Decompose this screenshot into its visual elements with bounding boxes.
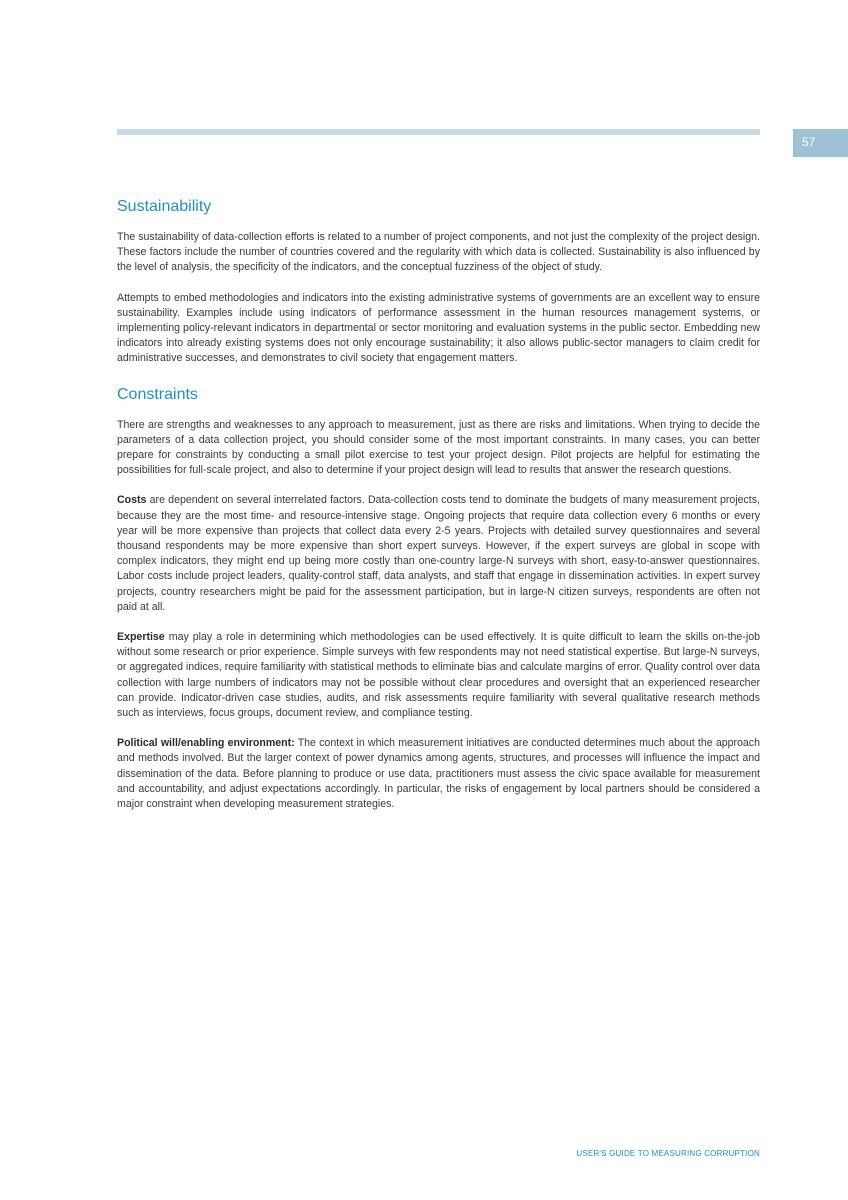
- constraint-costs: [117, 493, 760, 615]
- costs-text: are dependent on several interrelated factors. Data-collection costs tend to dominate the budgets of many measurement projects, because they are the most time- and resource-intensive stage. Ongoing projects that require data collection every 6 months or every year will be more expensive than projects that collect data every 2-5 years. Projects with detailed survey questionnaires and several thousand respondents may be more expensive than short expert surveys. However, if the expert surveys are global in scope with complex indicators, they might end up being more costly than one-country large-N surveys with short, easy-to-answer questionnaires. Labor costs include project leaders, quality-control staff, data analysts, and staff that engage in dissemination activities. In expert survey projects, country researchers might be paid for the assessment participation, but in large-N citizen surveys, respondents are often not paid at all.: [117, 494, 760, 613]
- term-political-will: Political will/enabling environment:: [117, 737, 295, 750]
- main-content: [117, 197, 760, 827]
- expertise-text: may play a role in determining which methodologies can be used effectively. It is quite difficult to learn the skills on-the-job without some research or prior experience. Simple surveys with few respondents may not need statistical expertise. But large-N surveys, or aggregated indices, require familiarity with statistical methods to eliminate bias and calculate margins of error. Quality control over data collection with large numbers of indicators may not be possible without clear procedures and oversight that an experienced researcher can provide. Indicator-driven case studies, audits, and risk assessments require familiarity with several qualitative research methods such as interviews, focus groups, document review, and compliance testing.: [117, 631, 760, 720]
- term-costs: Costs: [117, 494, 147, 507]
- header-rule: [117, 129, 760, 135]
- paragraph: There are strengths and weaknesses to any approach to measurement, just as there are risks and limitations. When trying to decide the parameters of a data collection project, you should consider some of the most important constraints. In many cases, you can better prepare for constraints by conducting a small pilot exercise to test your project design. Pilot projects are helpful for estimating the possibilities for full-scale project, and also to determine if your project design will lead to results that answer the research questions.: [117, 418, 760, 477]
- term-expertise: Expertise: [117, 631, 165, 644]
- page-number: 57: [802, 135, 816, 149]
- constraint-expertise: [117, 630, 760, 721]
- paragraph: Attempts to embed methodologies and indicators into the existing administrative systems of governments are an excellent way to ensure sustainability. Examples include using indicators of performance assessment in the human resources management systems, or implementing policy-relevant indicators in departmental or sector monitoring and evaluation systems in the public sector. Embedding new indicators into already existing systems does not only encourage sustainability; it also allows public-sector managers to claim credit for administrative successes, and demonstrates to civil society that engagement matters.: [117, 291, 760, 365]
- heading-constraints: Constraints: [117, 385, 198, 403]
- paragraph: The sustainability of data-collection efforts is related to a number of project components, and not just the complexity of the project design. These factors include the number of countries covered and the regularity with which data is collected. Sustainability is also influenced by the level of analysis, the specificity of the indicators, and the conceptual fuzziness of the object of study.: [117, 231, 760, 274]
- political-will-text: The context in which measurement initiatives are conducted determines much about the approach and methods involved. But the larger context of power dynamics among agents, structures, and processes will influence the impact and dissemination of the data. Before planning to produce or use data, practitioners must assess the civic space available for measurement and accountability, and adjust expectations accordingly. In particular, the risks of engagement by local partners should be considered a major constraint when developing measurement strategies.: [117, 737, 760, 811]
- constraint-political-will: [117, 736, 760, 812]
- running-footer: USER'S GUIDE TO MEASURING CORRUPTION: [576, 1149, 760, 1158]
- heading-sustainability: Sustainability: [117, 198, 212, 215]
